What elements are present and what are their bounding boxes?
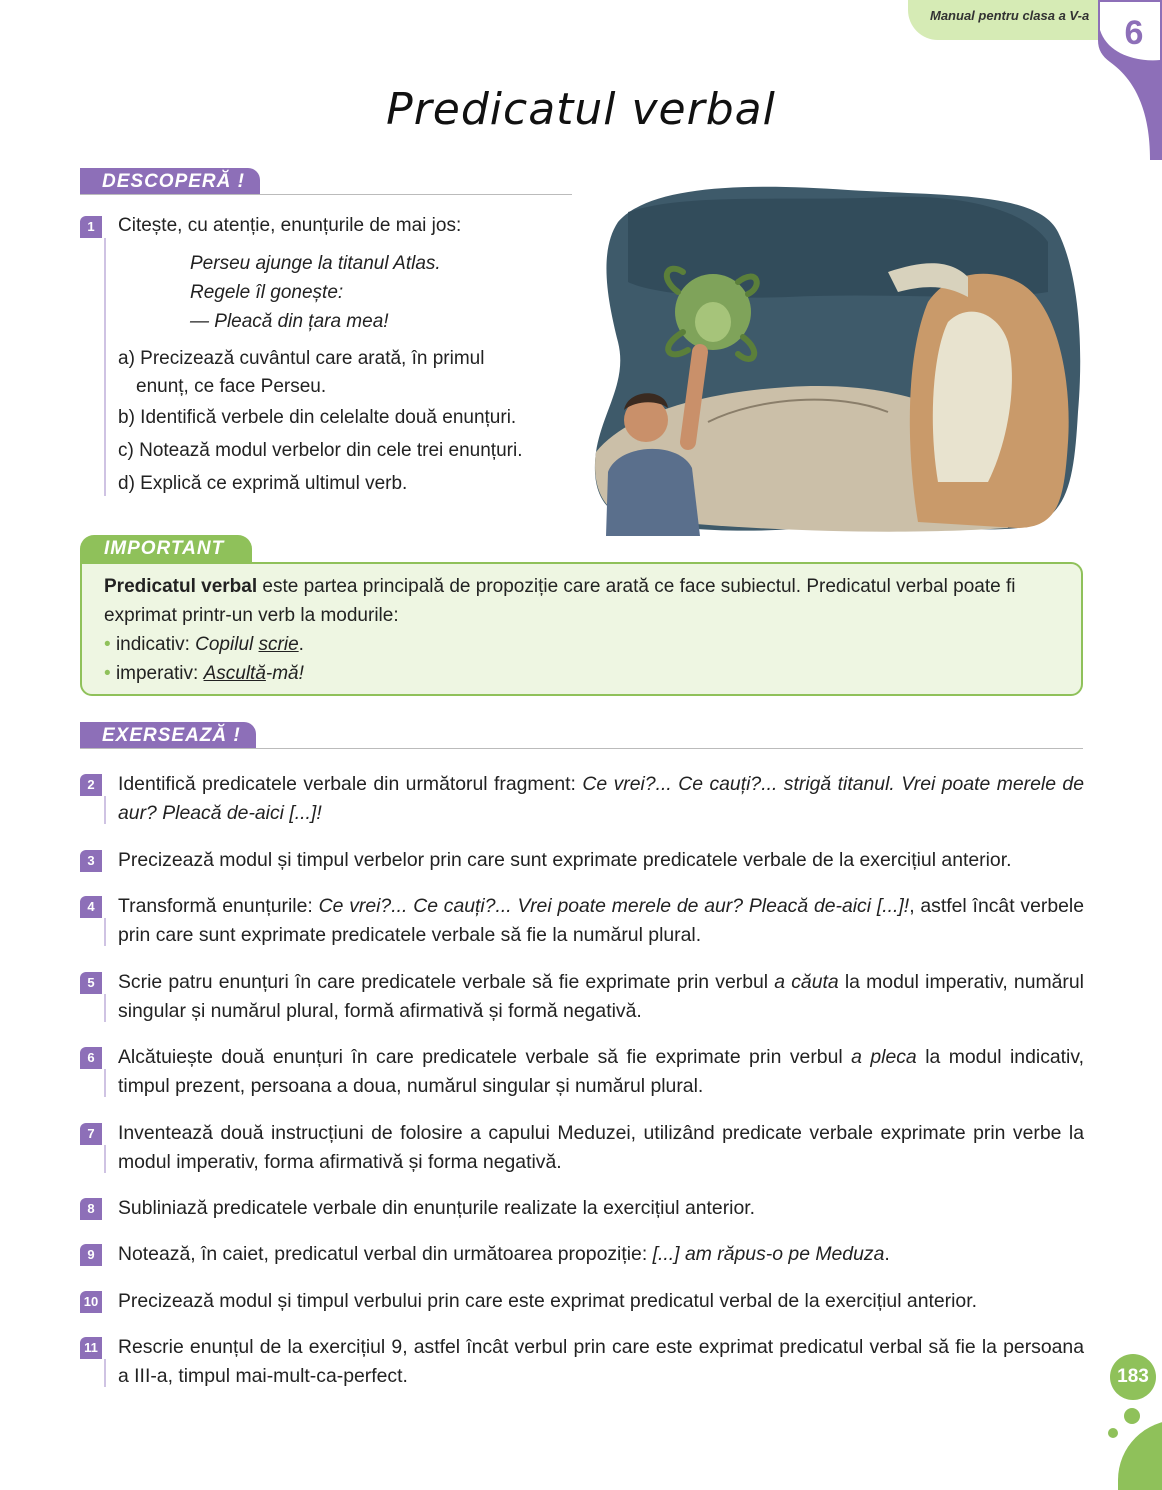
exercise-instruction: Precizează modul și timpul verbului prin care este exprimat predicatul verbal de la exercițiul anterior. (118, 1290, 977, 1312)
book-title: Manual pentru clasa a V-a (930, 8, 1090, 23)
exercise-number: 6 (80, 1047, 102, 1069)
exercise-instruction: Precizează modul și timpul verbelor prin care sunt exprimate predicatele verbale de la exercițiul anterior. (118, 849, 1012, 871)
perseus-medusa-illustration (588, 182, 1084, 536)
chapter-number: 6 (1124, 14, 1144, 52)
exercise-number: 4 (80, 896, 102, 918)
section-practice-label: EXERSEAZĂ ! (80, 722, 256, 748)
exercise-number: 8 (80, 1198, 102, 1220)
exercise-instruction-end: , astfel încât verbele prin care sunt exprimate predicatele verbale să fie la numărul plural. (118, 895, 1084, 946)
exercise-number: 10 (80, 1291, 102, 1313)
task-d: d) Explică ce exprimă ultimul verb. (118, 473, 408, 494)
exercise-instruction: Identifică predicatele verbale din următorul fragment: (118, 773, 583, 795)
example-predicate: Ascultă (203, 663, 266, 684)
section-divider (80, 194, 572, 195)
exercise-text (118, 968, 1084, 1026)
bullet-imperative (104, 659, 1059, 688)
exercise-text (118, 1119, 1084, 1177)
important-definition (104, 572, 1059, 630)
exercise-number: 7 (80, 1123, 102, 1145)
quote-line: Regele îl gonește: (190, 282, 344, 303)
exercise-instruction: Inventează două instrucțiuni de folosire a capului Meduzei, utilizând predicate verbale exprimate prin verbe la modul imperativ, forma afirmativă și forma negativă. (118, 1122, 1084, 1173)
exercise-instruction-end: . (884, 1243, 890, 1265)
exercise-instruction: Scrie patru enunțuri în care predicatele verbale să fie exprimate prin verbul (118, 971, 775, 993)
example-text: Copilul (195, 634, 259, 655)
exercise-rule (104, 1145, 106, 1173)
bullet-icon: • (104, 663, 111, 684)
page-title: Predicatul verbal (386, 84, 776, 135)
exercise-number: 9 (80, 1244, 102, 1266)
example-end: . (298, 634, 304, 655)
important-box (80, 562, 1083, 696)
exercise-instruction: Notează, în caiet, predicatul verbal din următoarea propoziție: (118, 1243, 653, 1265)
corner-decoration (1118, 1420, 1162, 1490)
exercise-number: 11 (80, 1337, 102, 1359)
quote-line: — Pleacă din țara mea! (190, 311, 389, 332)
page-number: 183 (1110, 1354, 1156, 1400)
exercise-rule (104, 796, 106, 824)
exercise-text (118, 770, 1084, 828)
quote-line: Perseu ajunge la titanul Atlas. (190, 253, 441, 274)
important-term: Predicatul verbal (104, 576, 258, 597)
exercise-text (118, 1194, 1084, 1223)
exercise-text (118, 892, 1084, 950)
exercise-number: 3 (80, 850, 102, 872)
section-discover-label: DESCOPERĂ ! (80, 168, 260, 194)
exercise-text (118, 846, 1084, 875)
task-a-cont: enunț, ce face Perseu. (136, 376, 327, 397)
exercise-rule (104, 1069, 106, 1097)
exercise-rule (104, 918, 106, 946)
exercise-quote: a căuta (774, 971, 839, 993)
exercise-instruction: Transformă enunțurile: (118, 895, 319, 917)
exercise-text (118, 1287, 1084, 1316)
task-b: b) Identifică verbele din celelalte două enunțuri. (118, 407, 517, 428)
decor-dot (1124, 1408, 1140, 1424)
bullet-label: indicativ: (115, 634, 196, 655)
important-label: IMPORTANT (80, 535, 252, 563)
exercise-instruction: Subliniază predicatele verbale din enunțurile realizate la exercițiul anterior. (118, 1197, 756, 1219)
exercise-quote: [...] am răpus-o pe Meduza (652, 1243, 885, 1265)
exercise-rule (104, 238, 106, 496)
exercise-quote: a pleca (851, 1046, 917, 1068)
exercise-instruction-end: la modul imperativ, numărul singular și numărul plural, formă afirmativă și formă negativă. (118, 971, 1084, 1022)
task-a: a) Precizează cuvântul care arată, în primul (118, 348, 485, 369)
task-c: c) Notează modul verbelor din cele trei enunțuri. (118, 440, 523, 461)
exercise-rule (104, 1359, 106, 1387)
example-text: -mă! (265, 663, 304, 684)
exercise-number: 5 (80, 972, 102, 994)
exercise-number-1: 1 (80, 216, 102, 238)
exercise-quote: Ce vrei?... Ce cauți?... strigă titanul. Vrei poate merele de aur? Pleacă de-aici [...]! (118, 773, 1085, 824)
exercise-instruction: Rescrie enunțul de la exercițiul 9, astfel încât verbul prin care este exprimat predicatul verbal să fie la persoana a III-a, timpul mai-mult-ca-perfect. (118, 1336, 1084, 1387)
decor-dot (1108, 1428, 1118, 1438)
exercise-instruction: Alcătuiește două enunțuri în care predicatele verbale să fie exprimate prin verbul (118, 1046, 852, 1068)
exercise-text (118, 1043, 1084, 1101)
example-predicate: scrie (258, 634, 299, 655)
exercise-instruction-end: la modul indicativ, timpul prezent, persoana a doua, numărul singular și numărul plural. (118, 1046, 1085, 1097)
exercise-quote: Ce vrei?... Ce cauți?... Vrei poate merele de aur? Pleacă de-aici [...]! (318, 895, 910, 917)
exercise-text (118, 1240, 1084, 1269)
discover-intro: Citește, cu atenție, enunțurile de mai jos: (118, 215, 462, 236)
bullet-indicative (104, 630, 1059, 659)
bullet-icon: • (104, 634, 111, 655)
bullet-label: imperativ: (115, 663, 204, 684)
exercise-rule (104, 994, 106, 1022)
exercise-text (118, 1333, 1084, 1391)
important-text: este partea principală de propoziție care arată ce face subiectul. Predicatul verbal poate fi exprimat printr-un verb la modurile: (104, 576, 1016, 626)
section-divider (80, 748, 1083, 749)
exercise-number: 2 (80, 774, 102, 796)
